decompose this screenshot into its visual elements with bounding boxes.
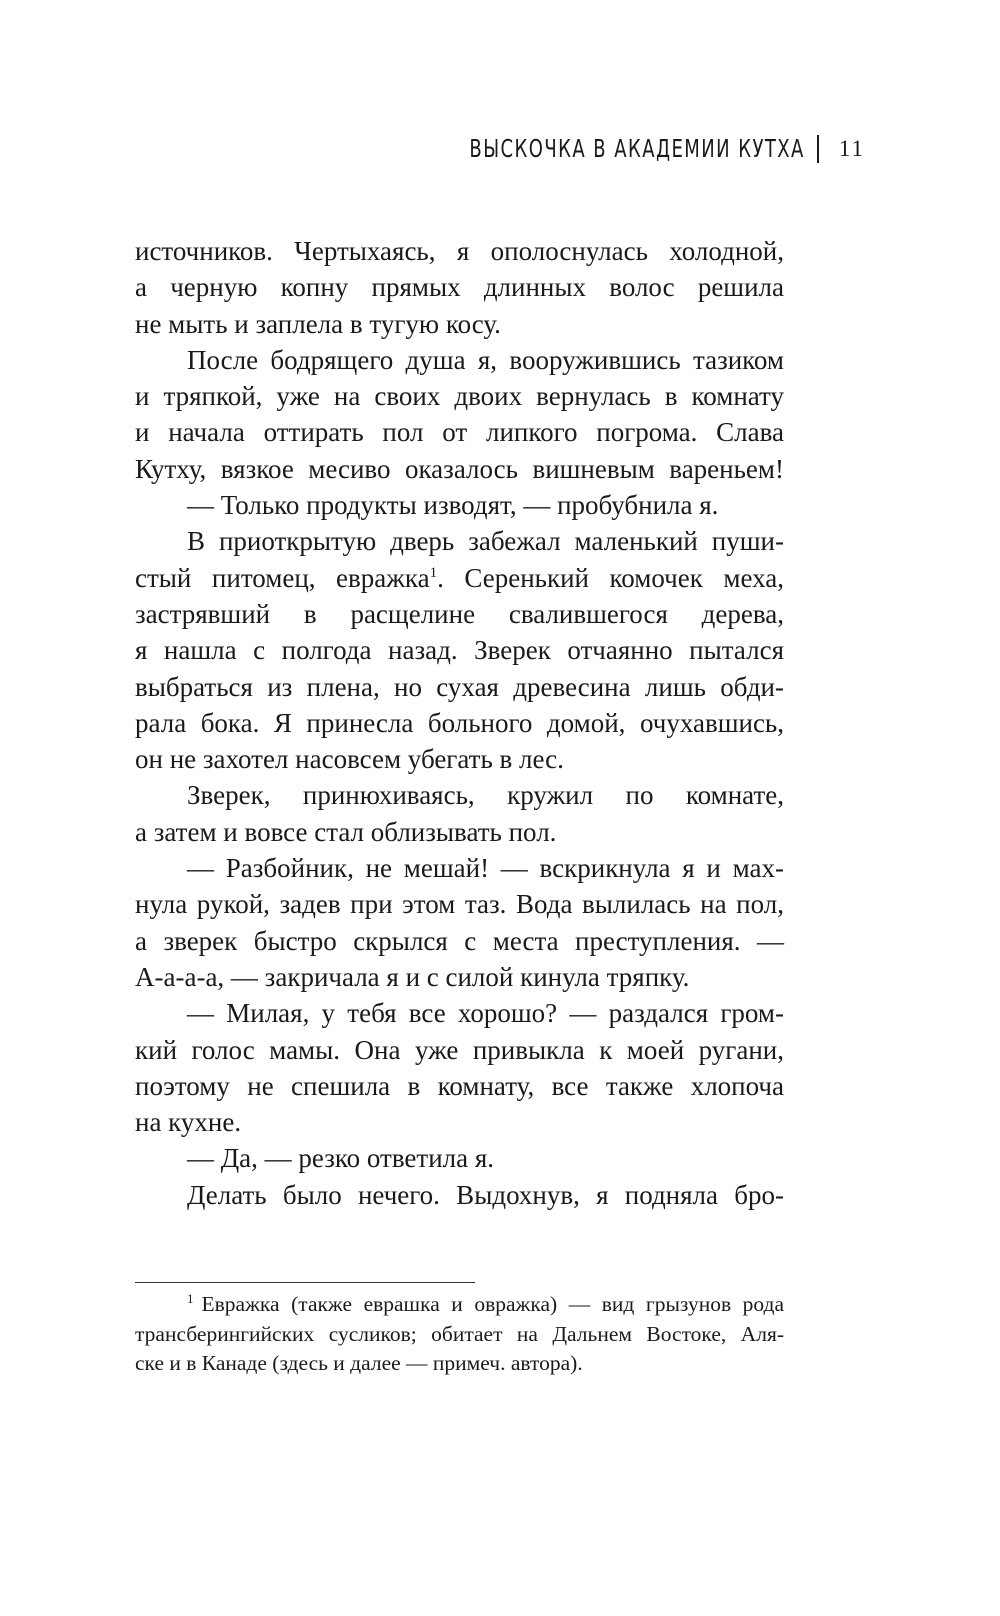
text-line: поэтому не спешила в комнату, все также хлопоча [135,1070,784,1101]
text-line: После бодрящего душа я, вооружившись тазиком [187,344,784,375]
text-fragment: Евражка (также еврашка и овражка) — вид грызунов рода [201,1292,784,1316]
paragraph [135,850,784,995]
dialogue-line: — Разбойник, не мешай! — вскрикнула я и мах- [187,853,784,884]
paragraph [135,233,784,342]
footnote-reference[interactable]: 1 [429,564,438,581]
dialogue-line: — Да, — резко ответила я. [187,1143,495,1174]
text-line: В приоткрытую дверь забежал маленький пуши- [187,526,784,557]
text-line: выбраться из плена, но сухая древесина лишь обди- [135,671,784,702]
text-line: и тряпкой, уже на своих двоих вернулась в комнату [135,381,784,412]
text-line: нула рукой, задев при этом таз. Вода вылилась на пол, [135,889,784,920]
text-line: рала бока. Я принесла больного домой, очухавшись, [135,707,784,738]
footnote [135,1290,784,1379]
running-head [339,134,865,163]
paragraph [135,342,784,487]
footnote-marker: 1 [187,1290,194,1306]
page-number: 11 [838,135,865,161]
text-line: источников. Чертыхаясь, я ополоснулась холодной, [135,236,784,266]
text-line: застрявший в расщелине свалившегося дерева, [135,598,784,629]
footnote-line: ске и в Канаде (здесь и далее — примеч. автора). [135,1351,583,1375]
header-divider [817,135,819,163]
text-fragment: стый питомец, евражка [135,562,430,593]
text-line: кий голос мамы. Она уже привыкла к моей ругани, [135,1034,784,1065]
text-line: не мыть и заплела в тугую косу. [135,308,501,339]
text-line: и начала оттирать пол от липкого погрома. Слава [135,417,784,448]
body-text [135,233,784,1213]
text-line: я нашла с полгода назад. Зверек отчаянно пытался [135,635,784,666]
paragraph [135,1177,784,1213]
text-line: Зверек, принюхиваясь, кружил по комнате, [187,780,784,811]
paragraph [135,777,784,850]
text-line: А-а-а-а, — закричала я и с силой кинула тряпку. [135,961,690,992]
running-title: ВЫСКОЧКА В АКАДЕМИИ КУТХА [469,134,805,163]
paragraph [135,487,784,523]
text-line: на кухне. [135,1107,242,1138]
paragraph [135,1140,784,1176]
dialogue-line: — Милая, у тебя все хорошо? — раздался гром- [187,998,784,1029]
text-line [135,560,784,596]
dialogue-line: — Только продукты изводят, — пробубнила я. [187,490,719,521]
footnote-line: трансберингийских сусликов; обитает на Дальнем Востоке, Аля- [135,1321,784,1346]
text-line: а затем и вовсе стал облизывать пол. [135,816,557,847]
text-line: а черную копну прямых длинных волос решила [135,272,784,303]
text-line: а зверек быстро скрылся с места преступления. — [135,925,784,956]
text-fragment: . Серенький комочек меха, [437,562,784,593]
text-line: он не захотел насовсем убегать в лес. [135,744,564,775]
paragraph [135,995,784,1140]
footnote-divider [135,1282,475,1283]
text-line: Делать было нечего. Выдохнув, я подняла бро- [187,1179,784,1210]
footnote-line [135,1290,784,1320]
paragraph [135,523,784,777]
text-line: Кутху, вязкое месиво оказалось вишневым вареньем! [135,453,784,484]
